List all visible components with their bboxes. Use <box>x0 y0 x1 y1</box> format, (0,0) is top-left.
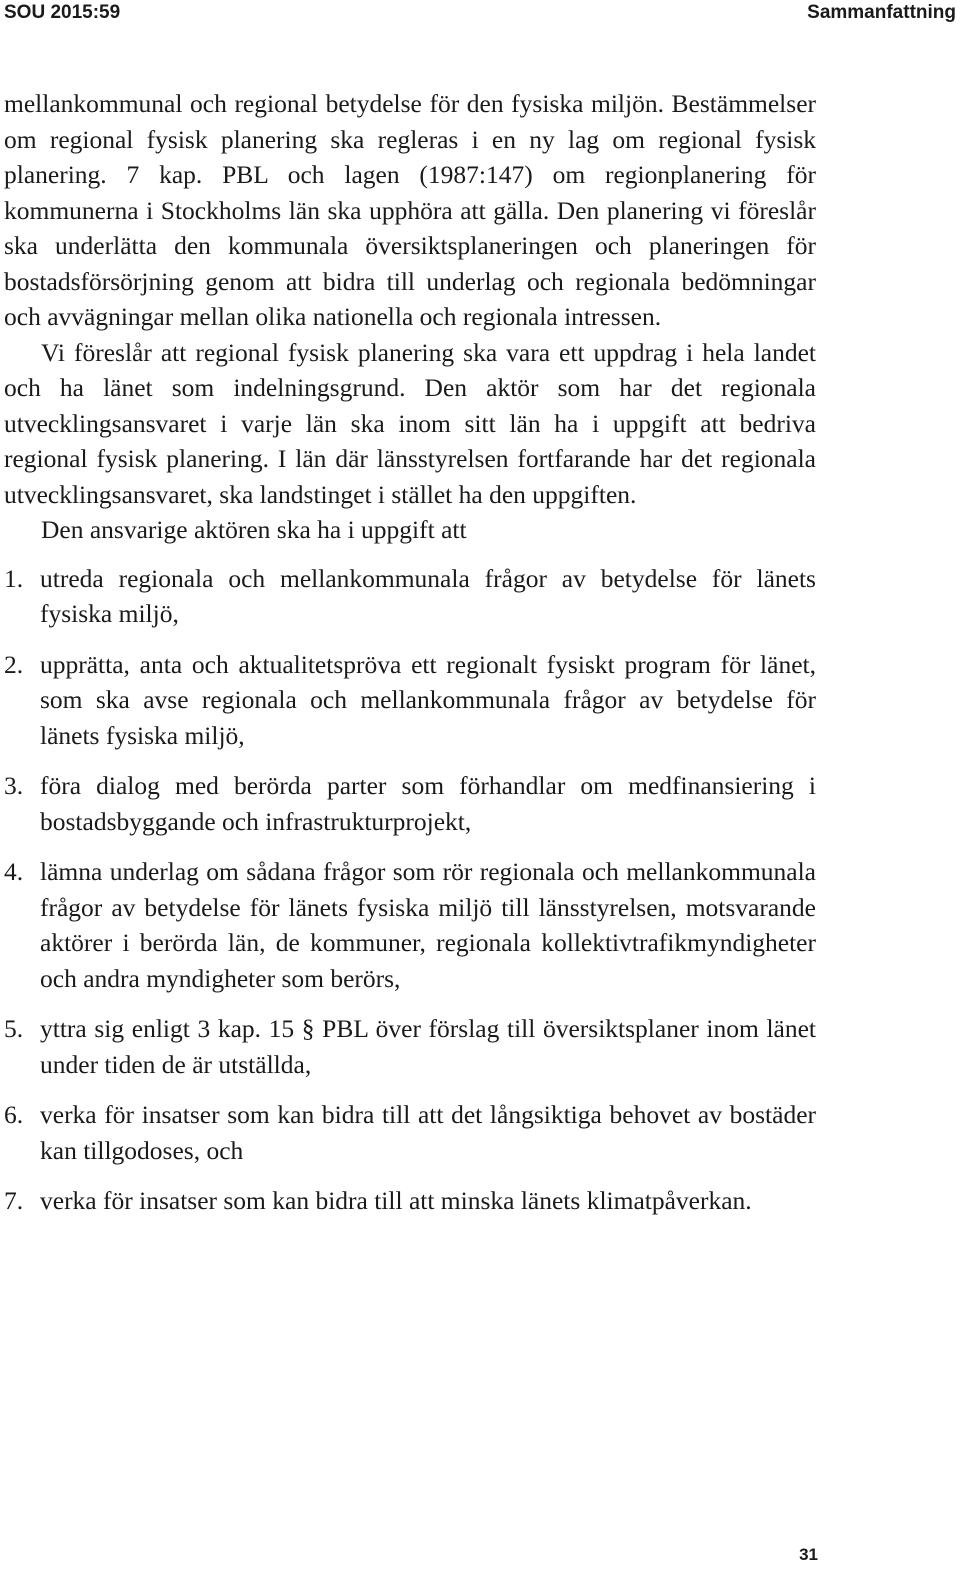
list-number: 4. <box>4 857 24 886</box>
list-number: 7. <box>4 1186 24 1215</box>
list-item <box>4 647 816 754</box>
list-item <box>4 1011 816 1082</box>
list-intro: Den ansvarige aktören ska ha i uppgift att <box>41 515 467 544</box>
list-item <box>4 854 816 996</box>
list-number: 3. <box>4 771 24 800</box>
list-text: yttra sig enligt 3 kap. 15 § PBL över förslag till översiktsplaner inom länet under tiden de är utställda, <box>40 1014 816 1079</box>
section-title: Sammanfattning <box>807 2 956 23</box>
list-number: 6. <box>4 1100 24 1129</box>
document-reference: SOU 2015:59 <box>4 2 121 23</box>
list-item <box>4 768 816 839</box>
list-item <box>4 1183 816 1219</box>
list-number: 1. <box>4 563 24 593</box>
paragraph-1: mellankommunal och regional betydelse för den fysiska miljön. Bestämmelser om regional fysisk planering ska regleras i en ny lag om regional fysisk planering. 7 kap. PBL och lagen (1987:147) om regionplanering för kommunerna i Stockholms län ska upphöra att gälla. Den planering vi föreslår ska underlätta den kommunala översiktsplaneringen och planeringen för bostadsförsörjning genom att bidra till underlag och regionala bedömningar och avvägningar mellan olika nationella och regionala intressen. <box>4 89 816 331</box>
list-item <box>4 1097 816 1168</box>
task-list <box>4 561 816 1219</box>
list-text: upprätta, anta och aktualitetspröva ett regionalt fysiskt program för länet, som ska avse regionala och mellankommunala frågor av betydelse för länets fysiska miljö, <box>40 649 816 750</box>
list-item <box>4 561 816 632</box>
page-header <box>0 0 960 28</box>
body-text <box>4 86 816 1234</box>
list-text: utreda regionala och mellankommunala frågor av betydelse för länets fysiska miljö, <box>40 563 816 628</box>
list-text: verka för insatser som kan bidra till att det långsiktiga behovet av bostäder kan tillgodoses, och <box>40 1100 816 1165</box>
list-number: 5. <box>4 1014 24 1043</box>
list-text: föra dialog med berörda parter som förhandlar om medfinansiering i bostadsbyggande och infrastrukturprojekt, <box>40 771 816 836</box>
list-number: 2. <box>4 649 24 679</box>
list-text: lämna underlag om sådana frågor som rör regionala och mellankommunala frågor av betydelse för länets fysiska miljö till länsstyrelsen, motsvarande aktörer i berörda län, de kommuner, regionala kollektivtrafikmyndigheter och andra myndigheter som berörs, <box>40 857 816 993</box>
page-number: 31 <box>799 1545 818 1564</box>
list-text: verka för insatser som kan bidra till att minska länets klimatpåverkan. <box>40 1186 752 1215</box>
paragraph-2: Vi föreslår att regional fysisk planering ska vara ett uppdrag i hela landet och ha länet som indelningsgrund. Den aktör som har det regionala utvecklingsansvaret i varje län ska inom sitt län ha i uppgift att bedriva regional fysisk planering. I län där länsstyrelsen fortfarande har det regionala utvecklingsansvaret, ska landstinget i stället ha den uppgiften. <box>4 337 816 509</box>
